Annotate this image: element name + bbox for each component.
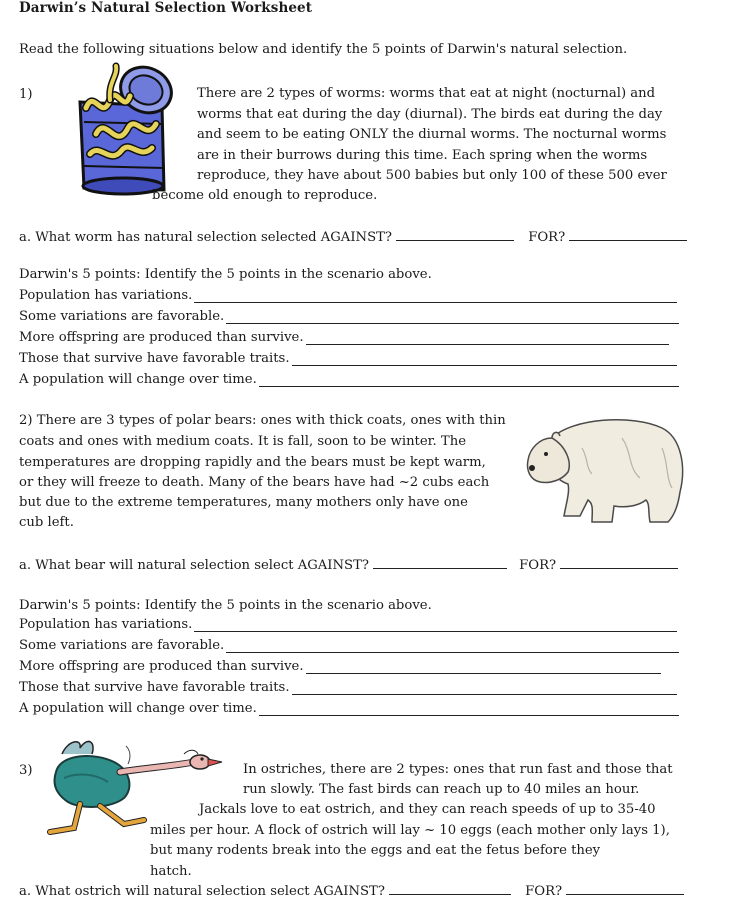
q2-point-2-answer[interactable] — [226, 640, 679, 653]
q2-text-line-4: or they will freeze to death. Many of the bears have had ~2 cubs each — [19, 475, 490, 490]
q2-text-line-6: cub left. — [19, 515, 74, 530]
q2-against-answer[interactable] — [373, 556, 507, 569]
q2-point-5-answer[interactable] — [259, 703, 679, 716]
q1-text-line-5: reproduce, they have about 500 babies but only 100 of these 500 ever — [197, 168, 667, 183]
q3-text-line-6: hatch. — [150, 864, 192, 879]
q1-question: a. What worm has natural selection selected AGAINST? FOR? — [19, 228, 687, 247]
q2-points-header: Darwin's 5 points: Identify the 5 points in the scenario above. — [19, 598, 432, 613]
q1-number: 1) — [19, 87, 33, 102]
q1-against-answer[interactable] — [396, 228, 514, 241]
instructions: Read the following situations below and identify the 5 points of Darwin's natural selection. — [19, 42, 628, 57]
q1-text-line-4: are in their burrows during this time. Each spring when the worms — [197, 148, 648, 163]
q1-text-line-3: and seem to be eating ONLY the diurnal worms. The nocturnal worms — [197, 127, 667, 142]
worksheet-title: Darwin’s Natural Selection Worksheet — [19, 0, 313, 16]
q2-point-1: Population has variations. — [19, 617, 677, 632]
q3-text-line-4: miles per hour. A flock of ostrich will lay ~ 10 eggs (each mother only lays 1), — [150, 823, 670, 838]
q1-for-answer[interactable] — [569, 228, 687, 241]
polar-bear-illustration — [522, 408, 687, 528]
q3-text-line-5: but many rodents break into the eggs and eat the fetus before they — [150, 843, 601, 858]
q1-point-3: More offspring are produced than survive. — [19, 330, 669, 345]
q1-point-2-answer[interactable] — [226, 311, 679, 324]
q1-point-4: Those that survive have favorable traits. — [19, 351, 677, 366]
q2-for-answer[interactable] — [560, 556, 678, 569]
q1-point-2: Some variations are favorable. — [19, 309, 679, 324]
q1-point-5: A population will change over time. — [19, 372, 679, 387]
q1-point-4-answer[interactable] — [292, 353, 677, 366]
q1-text-line-6: become old enough to reproduce. — [152, 188, 378, 203]
q3-question: a. What ostrich will natural selection select AGAINST? FOR? — [19, 882, 684, 901]
q2-point-5: A population will change over time. — [19, 701, 679, 716]
q2-point-4: Those that survive have favorable traits. — [19, 680, 677, 695]
q2-point-1-answer[interactable] — [194, 619, 677, 632]
q1-points-header: Darwin's 5 points: Identify the 5 points in the scenario above. — [19, 267, 432, 282]
q3-number: 3) — [19, 763, 33, 778]
worm-can-illustration — [66, 62, 188, 197]
q2-point-4-answer[interactable] — [292, 682, 677, 695]
q2-point-2: Some variations are favorable. — [19, 638, 679, 653]
q3-text-line-1: In ostriches, there are 2 types: ones that run fast and those that — [243, 762, 673, 777]
q2-text-line-2: coats and ones with medium coats. It is fall, soon to be winter. The — [19, 434, 466, 449]
q1-point-5-answer[interactable] — [259, 374, 679, 387]
q3-text-line-3: Jackals love to eat ostrich, and they can reach speeds of up to 35-40 — [199, 802, 656, 817]
q2-text-line-1: 2) There are 3 types of polar bears: ones with thick coats, ones with thin — [19, 413, 506, 428]
q2-text-line-3: temperatures are dropping rapidly and the bears must be kept warm, — [19, 455, 486, 470]
q3-text-line-2: run slowly. The fast birds can reach up to 40 miles an hour. — [243, 782, 640, 797]
q1-text-line-2: worms that eat during the day (diurnal). The birds eat during the day — [197, 107, 663, 122]
q2-question: a. What bear will natural selection select AGAINST? FOR? — [19, 556, 678, 575]
q1-point-3-answer[interactable] — [306, 332, 669, 345]
q1-text-line-1: There are 2 types of worms: worms that eat at night (nocturnal) and — [197, 86, 656, 101]
q2-point-3-answer[interactable] — [306, 661, 661, 674]
q2-text-line-5: but due to the extreme temperatures, many mothers only have one — [19, 495, 468, 510]
q1-point-1-answer[interactable] — [194, 290, 677, 303]
q3-for-answer[interactable] — [566, 882, 684, 895]
q1-point-1: Population has variations. — [19, 288, 677, 303]
q3-against-answer[interactable] — [389, 882, 511, 895]
q2-point-3: More offspring are produced than survive. — [19, 659, 661, 674]
